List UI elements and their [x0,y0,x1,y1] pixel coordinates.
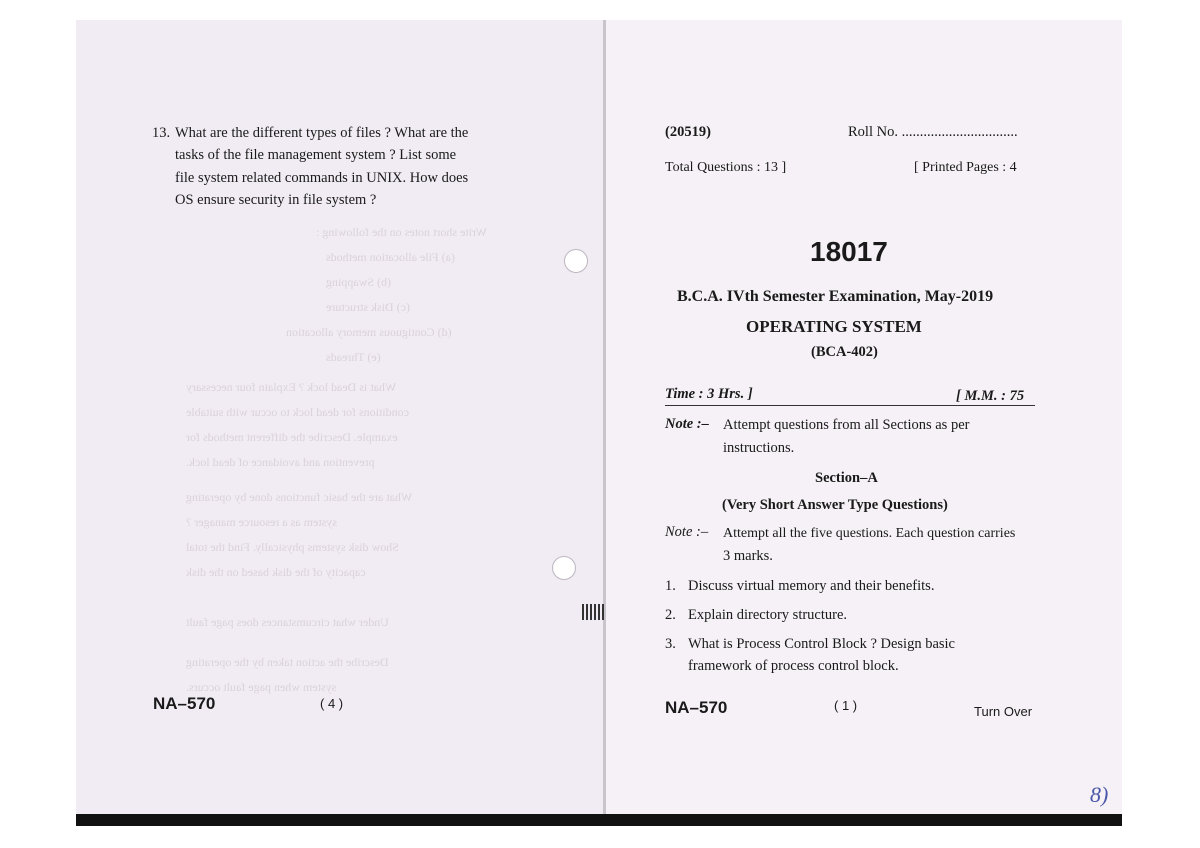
right-footer-code: NA–570 [665,698,728,717]
note-1-label: Note :– [665,416,709,432]
max-marks: [ M.M. : 75 [956,388,1025,404]
question-3-number: 3. [665,636,676,652]
roll-number: Roll No. ................................ [848,124,1018,140]
section-subtitle: (Very Short Answer Type Questions) [722,497,948,513]
note-1-line-1: Attempt questions from all Sections as per [723,417,970,433]
question-13-number: 13. [152,125,171,141]
printed-pages: [ Printed Pages : 4 [914,160,1017,175]
question-3-line-1: What is Process Control Block ? Design basic [688,636,955,652]
exam-number: 18017 [810,236,888,267]
question-1-text: Discuss virtual memory and their benefits. [688,578,935,594]
right-page [606,20,1122,814]
note-1-line-2: instructions. [723,440,795,456]
question-3-line-2: framework of process control block. [688,658,899,674]
total-questions: Total Questions : 13 ] [665,160,787,175]
question-2-text: Explain directory structure. [688,607,848,623]
exam-title: B.C.A. IVth Semester Examination, May-2019 [677,288,994,305]
paper-code: (20519) [665,124,711,140]
punch-hole [552,556,576,580]
turn-over-label: Turn Over [974,704,1033,719]
handwritten-mark: 8) [1090,782,1109,807]
question-13-line-1: What are the different types of files ? What are the [175,125,469,141]
section-title: Section–A [815,470,878,486]
left-page: Write short notes on the following : (a) File allocation methods (b) Swapping (c) Disk structure (d) Contiguous memory allocation (e) Threads What is Dead lock ? Explain four necessary conditions for dead lock to occur with suitable example. Describe the different methods for prevention and avoidance of dead lock. What are the basic functions done by operating system as a resource manager ? Show disk systems physically. Find the total capacity of the disk based on the disk Under what circumstances does page fault Describe the action taken by the operating system when page fault occurs. 13. What are the different types of files ? What are the tasks of the file management system ? List some file system related commands in UNIX. How does OS ensure security in file system ? NA–570 ( 4 ) [76,20,603,814]
left-footer-page-number: ( 4 ) [320,696,344,711]
question-1-number: 1. [665,578,676,594]
right-footer-page-number: ( 1 ) [834,698,858,713]
subject-title: OPERATING SYSTEM [746,317,922,336]
scan-bottom-edge [76,814,1122,826]
left-footer-code: NA–570 [153,694,216,713]
question-13-line-2: tasks of the file management system ? List some [175,147,457,163]
subject-code: (BCA-402) [811,344,878,360]
question-13-line-3: file system related commands in UNIX. How does [175,170,469,186]
note-2-line-2: 3 marks. [723,548,773,564]
note-2-line-1: Attempt all the five questions. Each question carries [723,526,1016,541]
punch-hole [564,249,588,273]
question-2-number: 2. [665,607,676,623]
exam-time: Time : 3 Hrs. ] [665,386,753,402]
header-rule [665,405,1035,406]
note-2-label: Note :– [665,524,709,540]
question-13-line-4: OS ensure security in file system ? [175,192,377,208]
